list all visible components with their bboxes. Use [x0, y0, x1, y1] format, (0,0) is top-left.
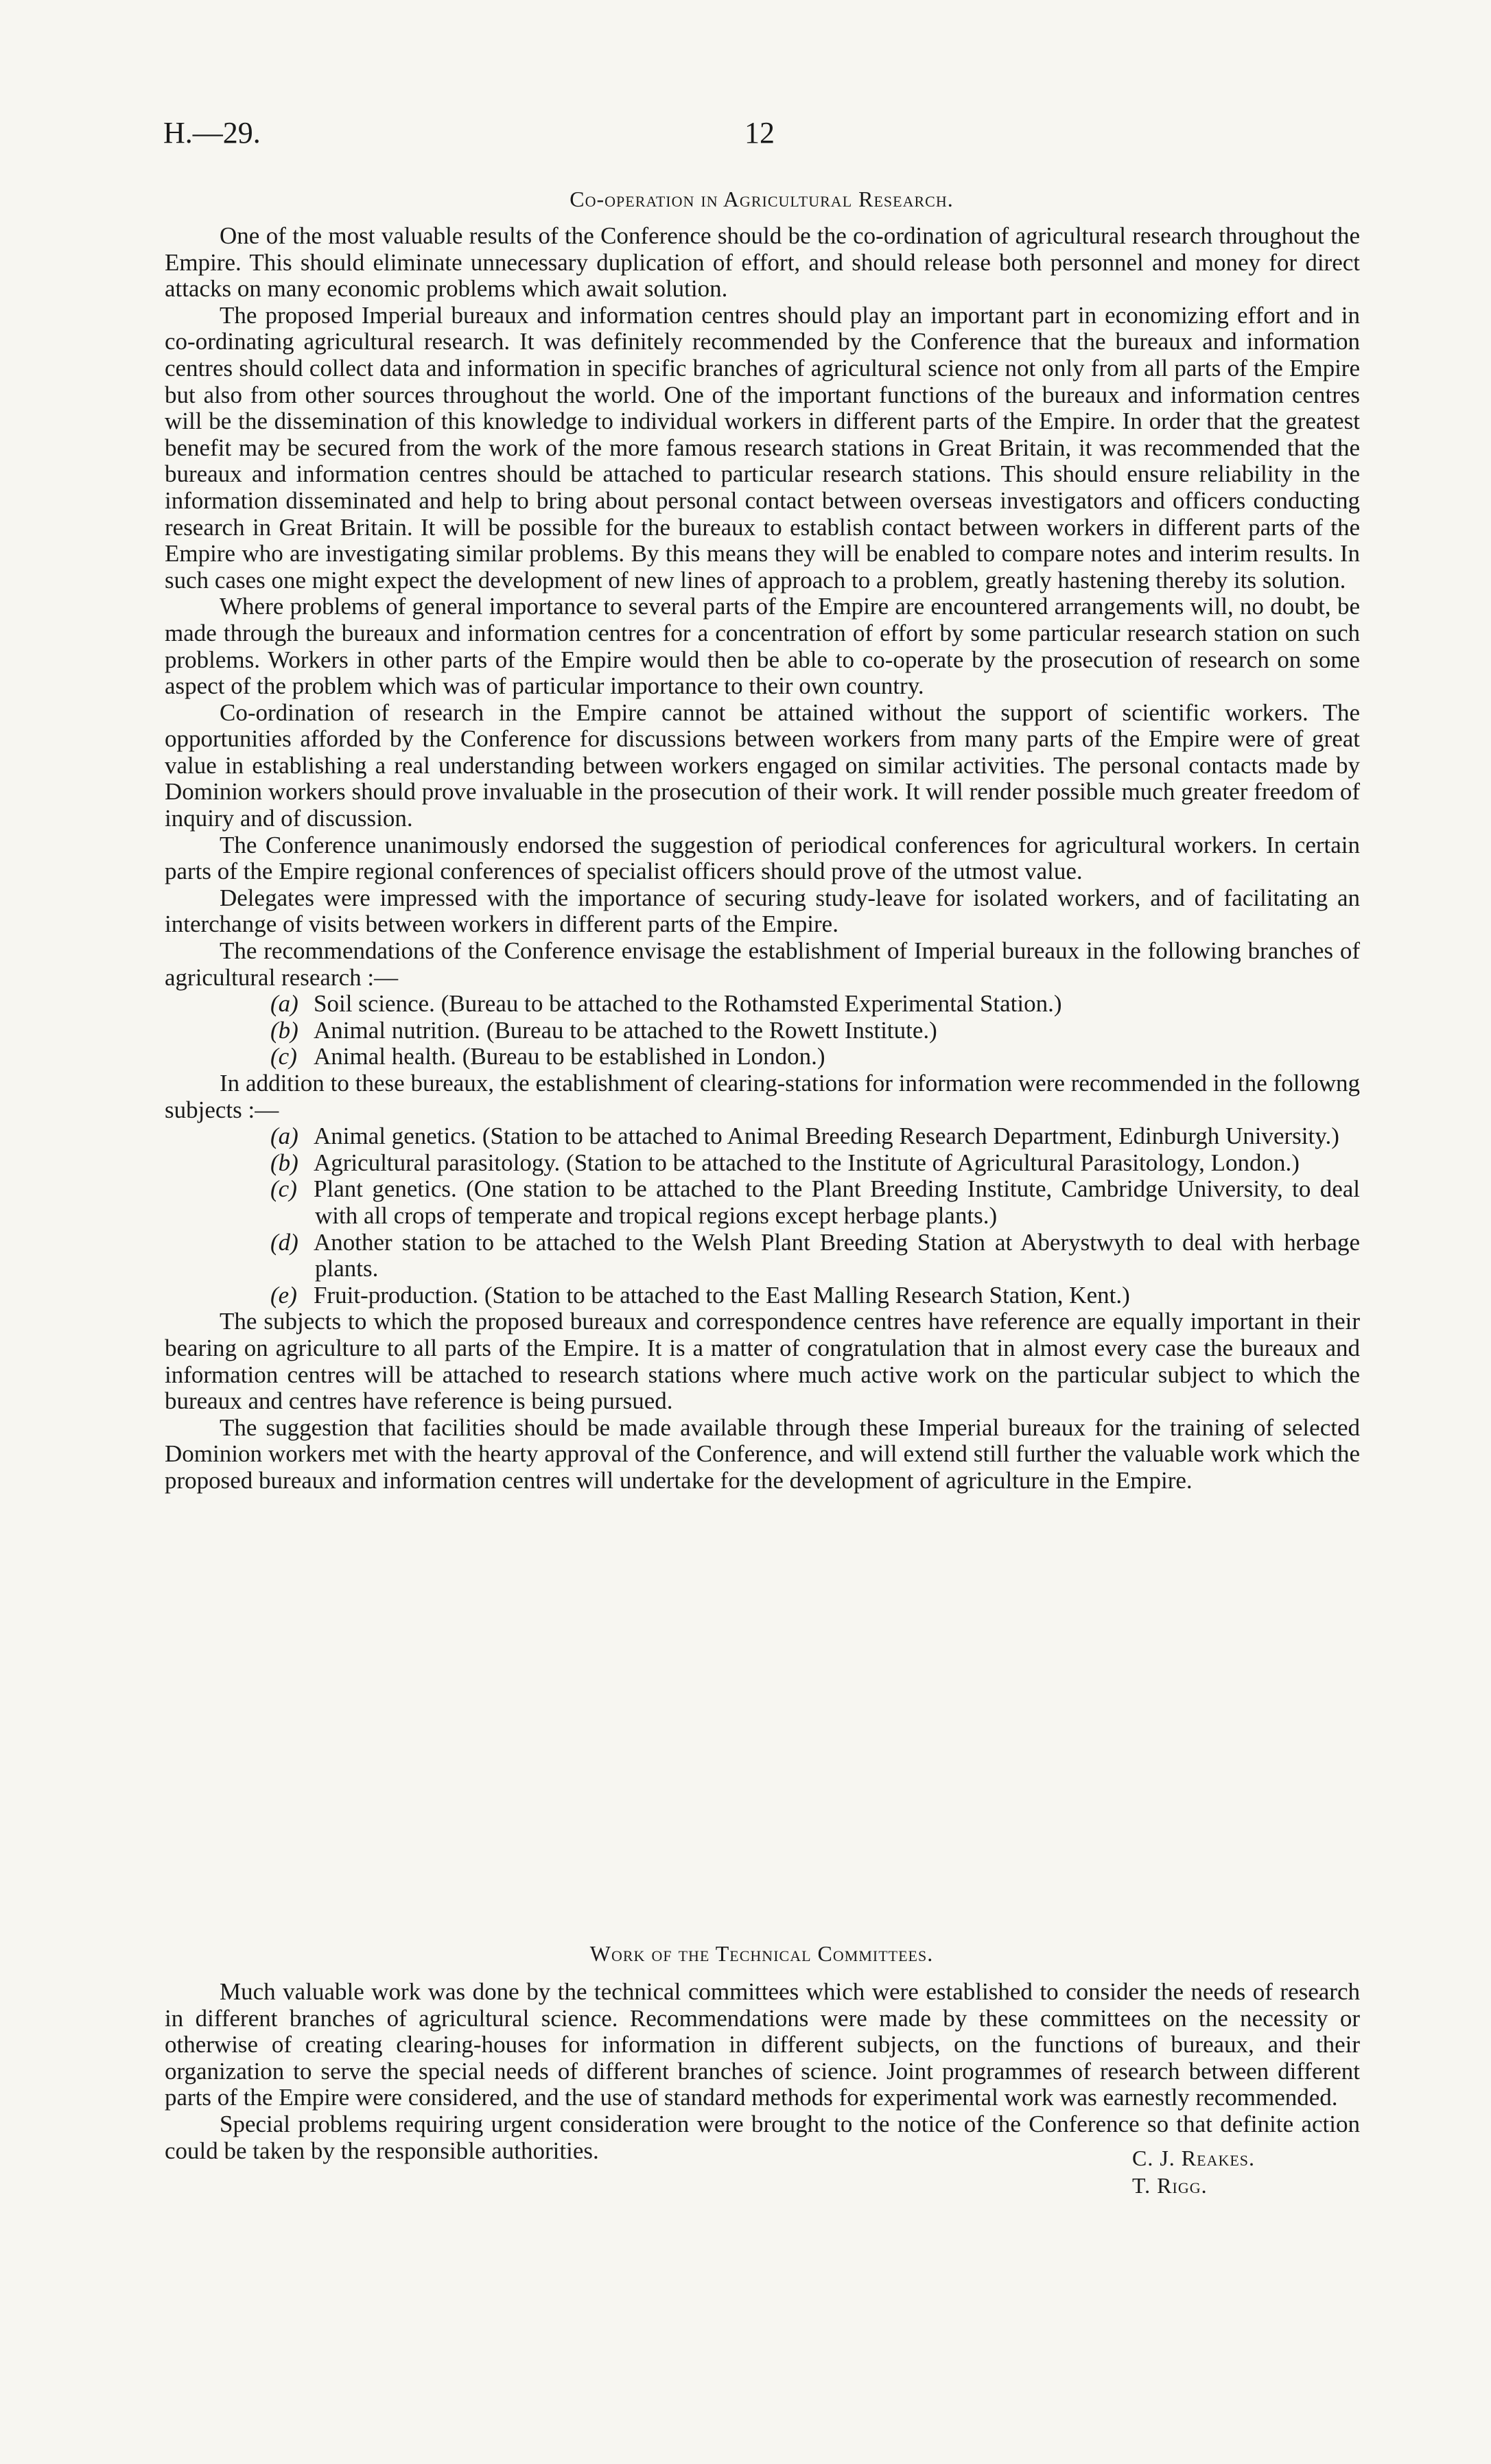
list-label: (c)	[270, 1175, 297, 1203]
section-title-technical-committees: Work of the Technical Committees.	[589, 1941, 934, 1966]
paragraph: One of the most valuable results of the Conference should be the co-ordination of agricultural research throughout the Empire. This should eliminate unnecessary duplication of effort, and should release both personnel and money for direct attacks on many economic problems which await solution.	[165, 222, 1360, 303]
paragraph: Where problems of general importance to several parts of the Empire are encountered arrangements will, no doubt, be made through the bureaux and information centres for a concentration of effort by some particular research station on such problems. Workers in other parts of the Empire would then be able to co-operate by the prosecution of research on some aspect of the problem which was of particular importance to their own country.	[165, 593, 1360, 700]
list-label: (b)	[270, 1016, 298, 1044]
paragraph: The subjects to which the proposed bureaux and correspondence centres have reference are equally important in their bearing on agriculture to all parts of the Empire. It is a matter of congratulation that in almost every case the bureaux and information centres will be attached to research stations where much active work on the particular subject to which the bureaux and centres have reference is being pursued.	[165, 1308, 1360, 1415]
list-text: Fruit-production. (Station to be attached to the East Malling Research Station, Kent.)	[314, 1281, 1130, 1309]
list-label: (a)	[270, 990, 298, 1018]
list-item	[165, 1176, 1360, 1229]
list-item	[165, 1282, 1360, 1309]
paragraph: The Conference unanimously endorsed the suggestion of periodical conferences for agricultural workers. In certain parts of the Empire regional conferences of specialist officers should prove of the utmost value.	[165, 831, 1360, 885]
section-technical-body	[165, 1979, 1360, 2164]
list-label: (e)	[270, 1281, 297, 1309]
paragraph: In addition to these bureaux, the establishment of clearing-stations for information were recommended in the followng subjects :—	[165, 1070, 1360, 1123]
paragraph: Special problems requiring urgent consideration were brought to the notice of the Conference so that definite action could be taken by the responsible authorities.	[165, 2110, 1360, 2164]
paragraph: The suggestion that facilities should be made available through these Imperial bureaux for the training of selected Dominion workers met with the hearty approval of the Conference, and will extend still further the valuable work which the proposed bureaux and information centres will undertake for the development of agriculture in the Empire.	[165, 1413, 1360, 1494]
stations-list	[165, 1123, 1360, 1309]
list-item	[165, 1044, 1360, 1070]
page-number: 12	[744, 116, 775, 150]
paragraph: The proposed Imperial bureaux and information centres should play an important part in economizing effort and in co-ordinating agricultural research. It was definitely recommended by the Conference that the bureaux and information centres should collect data and information in specific branches of agricultural science not only from all parts of the Empire but also from other sources throughout the world. One of the important functions of the bureaux and information centres will be the dissemination of this knowledge to individual workers in different parts of the Empire. In order that the greatest benefit may be secured from the work of the more famous research stations in Great Britain, it was recommended that the bureaux and information centres should be attached to particular research stations. This should ensure reliability in the information disseminated and help to bring about personal contact between overseas investigators and officers conducting research in Great Britain. It will be possible for the bureaux to establish contact between workers in different parts of the Empire who are investigating similar problems. By this means they will be enabled to compare notes and interim results. In such cases one might expect the development of new lines of approach to a problem, greatly hastening thereby its solution.	[165, 301, 1360, 594]
paragraph: Co-ordination of research in the Empire cannot be attained without the support of scientific workers. The opportunities afforded by the Conference for discussions between workers from many parts of the Empire were of great value in establishing a real understanding between workers engaged on similar activities. The personal contacts made by Dominion workers should prove invaluable in the prosecution of their work. It will render possible much greater freedom of inquiry and of discussion.	[165, 699, 1360, 832]
list-label: (d)	[270, 1228, 298, 1256]
list-label: (b)	[270, 1149, 298, 1176]
document-reference: H.—29.	[163, 116, 261, 150]
bureaux-list	[165, 991, 1360, 1070]
list-text: Agricultural parasitology. (Station to be attached to the Institute of Agricultural Parasitology, London.)	[314, 1149, 1300, 1176]
list-text: Plant genetics. (One station to be attached to the Plant Breeding Institute, Cambridge University, to deal with all crops of temperate and tropical regions except herbage plants.)	[314, 1175, 1360, 1229]
section-title-cooperation: Co-operation in Agricultural Research.	[570, 187, 954, 211]
section-cooperation-body	[165, 223, 1360, 1494]
list-item	[165, 1150, 1360, 1177]
list-text: Animal health. (Bureau to be established in London.)	[314, 1043, 825, 1070]
list-text: Animal nutrition. (Bureau to be attached to the Rowett Institute.)	[314, 1016, 937, 1044]
list-item	[165, 1230, 1360, 1282]
paragraph: Much valuable work was done by the technical committees which were established to consider the needs of research in different branches of agricultural science. Recommendations were made by these committees on the necessity or otherwise of creating clearing-houses for information in different subjects, on the functions of bureaux, and their organization to serve the special needs of different branches of science. Joint programmes of research between different parts of the Empire were considered, and the use of standard methods for experimental work was earnestly recommended.	[165, 1978, 1360, 2111]
list-text: Another station to be attached to the Welsh Plant Breeding Station at Aberystwyth to deal with herbage plants.	[314, 1228, 1360, 1282]
list-text: Animal genetics. (Station to be attached to Animal Breeding Research Department, Edinburgh University.)	[314, 1123, 1339, 1150]
list-item	[165, 1123, 1360, 1150]
signature-reakes: C. J. Reakes.	[1132, 2146, 1256, 2170]
list-label: (a)	[270, 1123, 298, 1150]
paragraph: The recommendations of the Conference envisage the establishment of Imperial bureaux in the following branches of agricultural research :—	[165, 937, 1360, 991]
paragraph: Delegates were impressed with the importance of securing study-leave for isolated workers, and of facilitating an interchange of visits between workers in different parts of the Empire.	[165, 884, 1360, 938]
signature-rigg: T. Rigg.	[1132, 2173, 1208, 2198]
signatures	[1132, 2144, 1255, 2199]
list-text: Soil science. (Bureau to be attached to the Rothamsted Experimental Station.)	[314, 990, 1062, 1018]
list-label: (c)	[270, 1043, 297, 1070]
list-item	[165, 1018, 1360, 1044]
list-item	[165, 991, 1360, 1018]
